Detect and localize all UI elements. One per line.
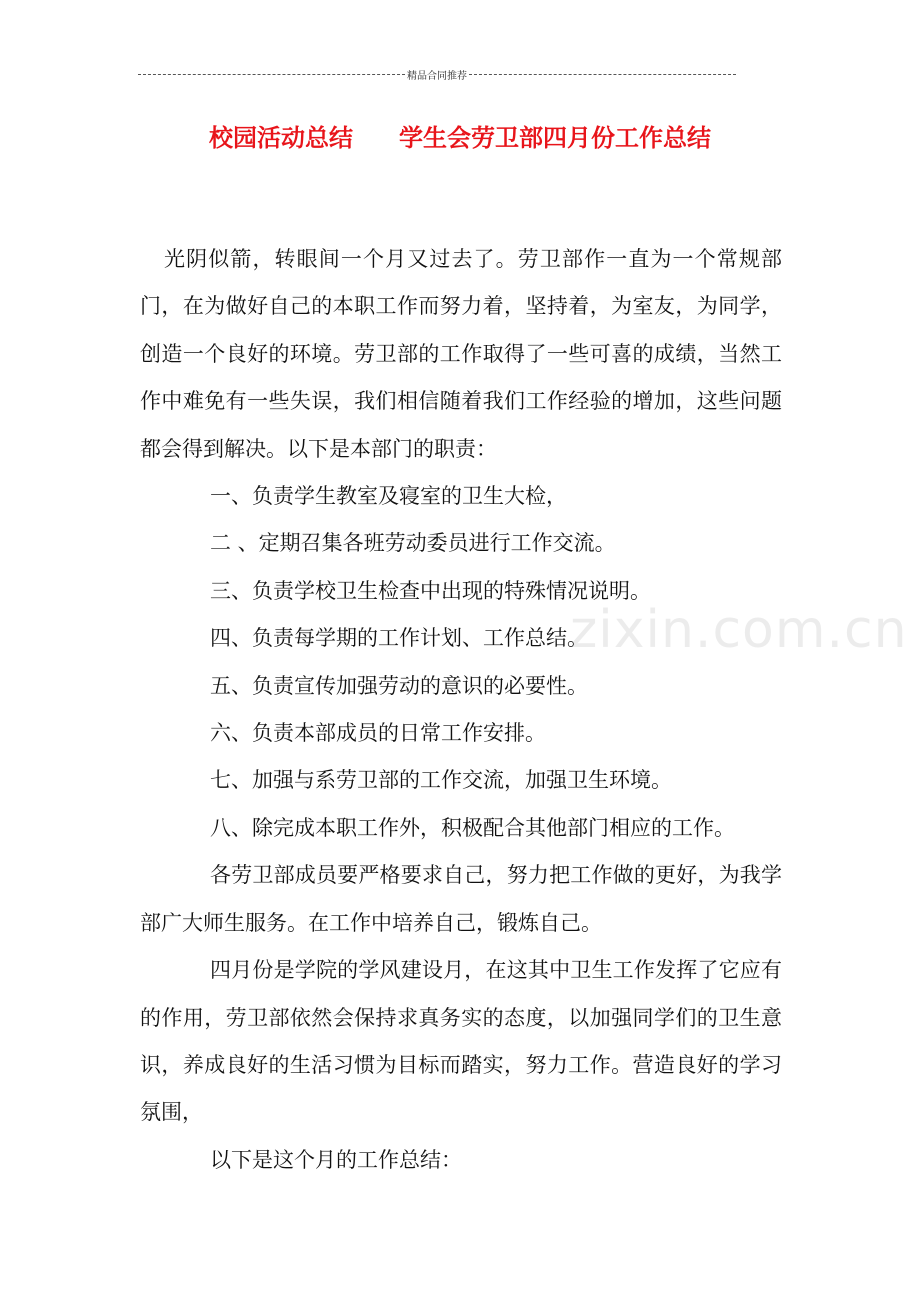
members-paragraph: 各劳卫部成员要严格要求自己，努力把工作做的更好，为我学部广大师生服务。在工作中培养自己，锻炼自己。: [140, 863, 782, 935]
summary-heading: 以下是这个月的工作总结：: [210, 1147, 462, 1172]
duty-item-3: 三、负责学校卫生检查中出现的特殊情况说明。: [210, 578, 651, 603]
header-label: 精品合同推荐: [407, 70, 467, 82]
intro-paragraph: 光阴似箭，转眼间一个月又过去了。劳卫部作一直为一个常规部门，在为做好自己的本职工作而努力着，坚持着，为室友，为同学，创造一个良好的环境。劳卫部的工作取得了一些可喜的成绩，当然工作中难免有一些失误，我们相信随着我们工作经验的增加，这些问题都会得到解决。以下是本部门的职责：: [140, 247, 782, 461]
duty-item-1: 一、负责学生教室及寝室的卫生大检，: [210, 484, 567, 509]
april-paragraph: 四月份是学院的学风建设月，在这其中卫生工作发挥了它应有的作用，劳卫部依然会保持求真务实的态度，以加强同学们的卫生意识，养成良好的生活习惯为目标而踏实，努力工作。营造良好的学习氛围，: [140, 958, 782, 1125]
document-body: [140, 236, 782, 1184]
duty-item-8: 八、除完成本职工作外，积极配合其他部门相应的工作。: [210, 815, 735, 840]
duty-item-2: 二 、定期召集各班劳动委员进行工作交流。: [210, 531, 616, 556]
duty-item-4: 四、负责每学期的工作计划、工作总结。: [210, 626, 588, 651]
header-dash-left: [138, 74, 405, 75]
duty-item-7: 七、加强与系劳卫部的工作交流，加强卫生环境。: [210, 768, 672, 793]
duty-item-6: 六、负责本部成员的日常工作安排。: [210, 721, 546, 746]
watermark: zixin.com.cn: [570, 600, 908, 660]
header-dash-right: [469, 74, 736, 75]
title-part-2: 学生会劳卫部四月份工作总结: [399, 124, 711, 152]
duty-item-5: 五、负责宣传加强劳动的意识的必要性。: [210, 673, 588, 698]
page-header: [138, 66, 736, 82]
document-title: [0, 118, 920, 153]
title-part-1: 校园活动总结: [209, 124, 353, 152]
